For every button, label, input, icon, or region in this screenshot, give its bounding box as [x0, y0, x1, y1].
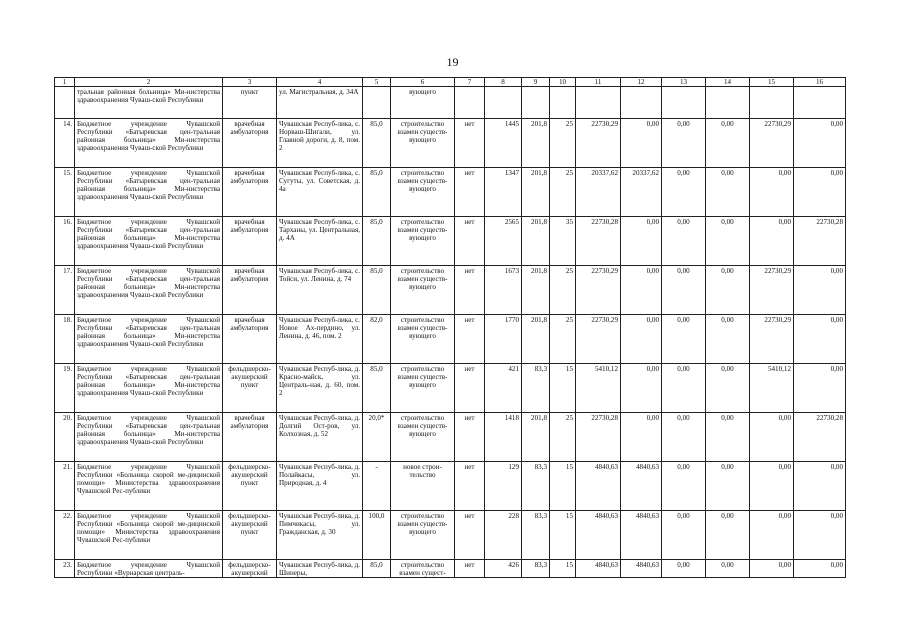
table-row	[55, 87, 846, 119]
work-type: строительство взамен существ-вующего	[391, 266, 455, 315]
cost-year-2: 0,00	[662, 364, 706, 413]
flag-value: нет	[455, 462, 485, 511]
institution-name: Бюджетное учреждение Чувашской Республики «Батыревская цен-тральная районная больница» Ми-нистерства здравоохранения Чуваш-ской Республики	[75, 364, 223, 413]
cost-year-2: 0,00	[662, 511, 706, 560]
flag-value: нет	[455, 266, 485, 315]
work-type: строительство взамен существ-вующего	[391, 413, 455, 462]
wear-percent: -	[363, 462, 391, 511]
table-row	[55, 315, 846, 364]
facility-address: Чувашская Респуб-лика, д. Долгий Ост-ров, ул. Колхозная, д. 52	[277, 413, 363, 462]
institution-name: Бюджетное учреждение Чувашской Республики «Батыревская цен-тральная районная больница» Ми-нистерства здравоохранения Чуваш-ской Республики	[75, 217, 223, 266]
column-number-8: 8	[485, 78, 522, 87]
wear-percent: 85,0	[363, 168, 391, 217]
facility-address: ул. Магистральная, д. 34А	[277, 87, 363, 119]
cost-year-2: 0,00	[662, 168, 706, 217]
cost-year-4: 0,00	[750, 217, 794, 266]
institution-name: Бюджетное учреждение Чувашской Республики «Батыревская цен-тральная районная больница» Ми-нистерства здравоохранения Чуваш-ской Республики	[75, 119, 223, 168]
row-number: 22.	[55, 511, 75, 560]
facility-type: врачебная амбулатория	[223, 217, 277, 266]
cost-year-4: 0,00	[750, 413, 794, 462]
cost-year-5: 0,00	[794, 168, 846, 217]
cost-year-3: 0,00	[706, 364, 750, 413]
cost-year-3: 0,00	[706, 315, 750, 364]
population: 1673	[485, 266, 522, 315]
cost-year-1: 0,00	[621, 266, 662, 315]
cost-year-5: 0,00	[794, 119, 846, 168]
page-number: 19	[446, 55, 459, 69]
cost-year-1	[621, 87, 662, 119]
cost-year-4: 0,00	[750, 168, 794, 217]
population: 2565	[485, 217, 522, 266]
column-number-5: 5	[363, 78, 391, 87]
cost-year-5: 0,00	[794, 266, 846, 315]
facilities-table	[54, 77, 846, 578]
cost-year-2: 0,00	[662, 560, 706, 578]
area: 83,3	[522, 462, 550, 511]
capacity: 35	[550, 217, 576, 266]
facility-address: Чувашская Респуб-лика, с. Тойси, ул. Ленина, д. 74	[277, 266, 363, 315]
row-number: 14.	[55, 119, 75, 168]
cost-year-3: 0,00	[706, 560, 750, 578]
cost-year-3: 0,00	[706, 511, 750, 560]
cost-year-4: 22730,29	[750, 266, 794, 315]
population: 421	[485, 364, 522, 413]
total-cost: 20337,62	[576, 168, 621, 217]
facility-address: Чувашская Респуб-лика, с. Тарханы, ул. Центральная, д. 4А	[277, 217, 363, 266]
facility-type: врачебная амбулатория	[223, 168, 277, 217]
flag-value: нет	[455, 315, 485, 364]
cost-year-3: 0,00	[706, 266, 750, 315]
wear-percent	[363, 87, 391, 119]
column-number-11: 11	[576, 78, 621, 87]
column-number-3: 3	[223, 78, 277, 87]
row-number: 16.	[55, 217, 75, 266]
flag-value: нет	[455, 511, 485, 560]
row-number: 18.	[55, 315, 75, 364]
table-row	[55, 217, 846, 266]
capacity: 15	[550, 364, 576, 413]
cost-year-2: 0,00	[662, 462, 706, 511]
cost-year-1: 0,00	[621, 217, 662, 266]
population: 1445	[485, 119, 522, 168]
wear-percent: 85,0	[363, 364, 391, 413]
capacity: 15	[550, 511, 576, 560]
flag-value: нет	[455, 413, 485, 462]
institution-name: тральная районная больница» Ми-нистерства здравоохранения Чуваш-ской Республики	[75, 87, 223, 119]
wear-percent: 85,0	[363, 119, 391, 168]
total-cost: 22730,29	[576, 315, 621, 364]
total-cost: 4840,63	[576, 560, 621, 578]
flag-value: нет	[455, 364, 485, 413]
total-cost: 4840,63	[576, 511, 621, 560]
capacity: 25	[550, 315, 576, 364]
total-cost: 22730,28	[576, 413, 621, 462]
work-type: строительство взамен сущест-	[391, 560, 455, 578]
flag-value: нет	[455, 560, 485, 578]
area: 201,8	[522, 168, 550, 217]
wear-percent: 85,0	[363, 217, 391, 266]
cost-year-5: 0,00	[794, 462, 846, 511]
column-number-14: 14	[706, 78, 750, 87]
cost-year-4: 0,00	[750, 462, 794, 511]
cost-year-1: 20337,62	[621, 168, 662, 217]
work-type: строительство взамен существ-вующего	[391, 168, 455, 217]
total-cost: 22730,29	[576, 119, 621, 168]
facility-type: фельдшерско-акушерский	[223, 560, 277, 578]
institution-name: Бюджетное учреждение Чувашской Республики «Вурнарская централь-	[75, 560, 223, 578]
facility-type: врачебная амбулатория	[223, 119, 277, 168]
total-cost: 4840,63	[576, 462, 621, 511]
population: 1770	[485, 315, 522, 364]
table-row	[55, 413, 846, 462]
column-number-13: 13	[662, 78, 706, 87]
column-number-15: 15	[750, 78, 794, 87]
table-row	[55, 462, 846, 511]
total-cost	[576, 87, 621, 119]
area: 201,8	[522, 413, 550, 462]
area: 201,8	[522, 266, 550, 315]
work-type: новое строи-тельство	[391, 462, 455, 511]
facility-address: Чувашская Респуб-лика, с. Норваш-Шигали, ул. Главной дороги, д. 8, пом. 2	[277, 119, 363, 168]
column-number-12: 12	[621, 78, 662, 87]
wear-percent: 85,0	[363, 266, 391, 315]
population: 1418	[485, 413, 522, 462]
row-number: 20.	[55, 413, 75, 462]
cost-year-5: 0,00	[794, 364, 846, 413]
cost-year-3: 0,00	[706, 119, 750, 168]
institution-name: Бюджетное учреждение Чувашской Республики «Батыревская цен-тральная районная больница» Ми-нистерства здравоохранения Чуваш-ской Республики	[75, 413, 223, 462]
capacity: 15	[550, 560, 576, 578]
cost-year-4: 5410,12	[750, 364, 794, 413]
capacity	[550, 87, 576, 119]
facility-type: врачебная амбулатория	[223, 266, 277, 315]
capacity: 25	[550, 168, 576, 217]
facility-address: Чувашская Респуб-лика, д. Пимчикасы, ул. Гражданская, д. 30	[277, 511, 363, 560]
cost-year-5: 0,00	[794, 315, 846, 364]
cost-year-2: 0,00	[662, 217, 706, 266]
facility-address: Чувашская Респуб-лика, с. Новое Ах-пердино, ул. Ленина, д. 46, пом. 2	[277, 315, 363, 364]
institution-name: Бюджетное учреждение Чувашской Республики «Батыревская цен-тральная районная больница» Ми-нистерства здравоохранения Чуваш-ской Республики	[75, 315, 223, 364]
area: 201,8	[522, 217, 550, 266]
flag-value: нет	[455, 217, 485, 266]
cost-year-5: 0,00	[794, 511, 846, 560]
institution-name: Бюджетное учреждение Чувашской Республики «Батыревская цен-тральная районная больница» Ми-нистерства здравоохранения Чуваш-ской Республики	[75, 266, 223, 315]
work-type: строительство взамен существ-вующего	[391, 119, 455, 168]
facility-type: пункт	[223, 87, 277, 119]
cost-year-4: 0,00	[750, 511, 794, 560]
work-type: строительство взамен существ-вующего	[391, 217, 455, 266]
column-number-7: 7	[455, 78, 485, 87]
column-number-6: 6	[391, 78, 455, 87]
wear-percent: 85,0	[363, 560, 391, 578]
area: 83,3	[522, 364, 550, 413]
cost-year-5: 22730,28	[794, 217, 846, 266]
cost-year-5: 22730,28	[794, 413, 846, 462]
cost-year-5: 0,00	[794, 560, 846, 578]
total-cost: 5410,12	[576, 364, 621, 413]
table-row	[55, 168, 846, 217]
area	[522, 87, 550, 119]
population: 1347	[485, 168, 522, 217]
row-number: 21.	[55, 462, 75, 511]
population: 228	[485, 511, 522, 560]
row-number: 17.	[55, 266, 75, 315]
flag-value: нет	[455, 168, 485, 217]
facility-address: Чувашская Респуб-лика, д. Красно-майск, ул. Централь-ная, д. 60, пом. 2	[277, 364, 363, 413]
wear-percent: 20,0*	[363, 413, 391, 462]
cost-year-1: 0,00	[621, 413, 662, 462]
cost-year-1: 4840,63	[621, 462, 662, 511]
row-number: 23.	[55, 560, 75, 578]
population: 129	[485, 462, 522, 511]
column-number-9: 9	[522, 78, 550, 87]
facility-type: врачебная амбулатория	[223, 413, 277, 462]
cost-year-1: 4840,63	[621, 511, 662, 560]
table-row	[55, 266, 846, 315]
table-row	[55, 119, 846, 168]
cost-year-3: 0,00	[706, 462, 750, 511]
facility-type: фельдшерско-акушерский пункт	[223, 511, 277, 560]
facility-address: Чувашская Респуб-лика, д. Шинеры,	[277, 560, 363, 578]
cost-year-5	[794, 87, 846, 119]
work-type: строительство взамен существ-вующего	[391, 315, 455, 364]
capacity: 15	[550, 462, 576, 511]
work-type: строительство взамен существ-вующего	[391, 364, 455, 413]
cost-year-1: 0,00	[621, 364, 662, 413]
cost-year-4	[750, 87, 794, 119]
cost-year-2: 0,00	[662, 315, 706, 364]
table-body	[55, 87, 846, 578]
facility-address: Чувашская Респуб-лика, с. Сугуты, ул. Советская, д. 4а	[277, 168, 363, 217]
column-number-2: 2	[75, 78, 223, 87]
row-number: 19.	[55, 364, 75, 413]
cost-year-1: 4840,63	[621, 560, 662, 578]
capacity: 25	[550, 413, 576, 462]
column-number-16: 16	[794, 78, 846, 87]
flag-value	[455, 87, 485, 119]
institution-name: Бюджетное учреждение Чувашской Республики «Больница скорой ме-дицинской помощи» Министерства здравоохранения Чувашской Рес-публики	[75, 511, 223, 560]
facility-type: фельдшерско-акушерский пункт	[223, 462, 277, 511]
row-number	[55, 87, 75, 119]
institution-name: Бюджетное учреждение Чувашской Республики «Больница скорой ме-дицинской помощи» Министерства здравоохранения Чувашской Рес-публики	[75, 462, 223, 511]
area: 201,8	[522, 315, 550, 364]
table-row	[55, 511, 846, 560]
wear-percent: 100,0	[363, 511, 391, 560]
cost-year-4: 22730,29	[750, 315, 794, 364]
area: 83,3	[522, 511, 550, 560]
population: 426	[485, 560, 522, 578]
capacity: 25	[550, 266, 576, 315]
column-number-10: 10	[550, 78, 576, 87]
column-number-row	[55, 78, 846, 87]
capacity: 25	[550, 119, 576, 168]
cost-year-4: 0,00	[750, 560, 794, 578]
column-number-1: 1	[55, 78, 75, 87]
work-type: строительство взамен существ-вующего	[391, 511, 455, 560]
area: 83,3	[522, 560, 550, 578]
wear-percent: 82,0	[363, 315, 391, 364]
table-row	[55, 364, 846, 413]
row-number: 15.	[55, 168, 75, 217]
column-number-4: 4	[277, 78, 363, 87]
cost-year-3: 0,00	[706, 168, 750, 217]
cost-year-3: 0,00	[706, 413, 750, 462]
cost-year-2	[662, 87, 706, 119]
total-cost: 22730,29	[576, 266, 621, 315]
institution-name: Бюджетное учреждение Чувашской Республики «Батыревская цен-тральная районная больница» Ми-нистерства здравоохранения Чуваш-ской Республики	[75, 168, 223, 217]
area: 201,8	[522, 119, 550, 168]
facility-type: врачебная амбулатория	[223, 315, 277, 364]
cost-year-2: 0,00	[662, 413, 706, 462]
work-type: вующего	[391, 87, 455, 119]
cost-year-2: 0,00	[662, 266, 706, 315]
flag-value: нет	[455, 119, 485, 168]
cost-year-2: 0,00	[662, 119, 706, 168]
cost-year-4: 22730,29	[750, 119, 794, 168]
cost-year-3	[706, 87, 750, 119]
facility-address: Чувашская Респуб-лика, д. Полайкасы, ул. Природная, д. 4	[277, 462, 363, 511]
facility-type: фельдшерско-акушерский пункт	[223, 364, 277, 413]
total-cost: 22730,28	[576, 217, 621, 266]
population	[485, 87, 522, 119]
cost-year-1: 0,00	[621, 119, 662, 168]
cost-year-1: 0,00	[621, 315, 662, 364]
table-row	[55, 560, 846, 578]
cost-year-3: 0,00	[706, 217, 750, 266]
